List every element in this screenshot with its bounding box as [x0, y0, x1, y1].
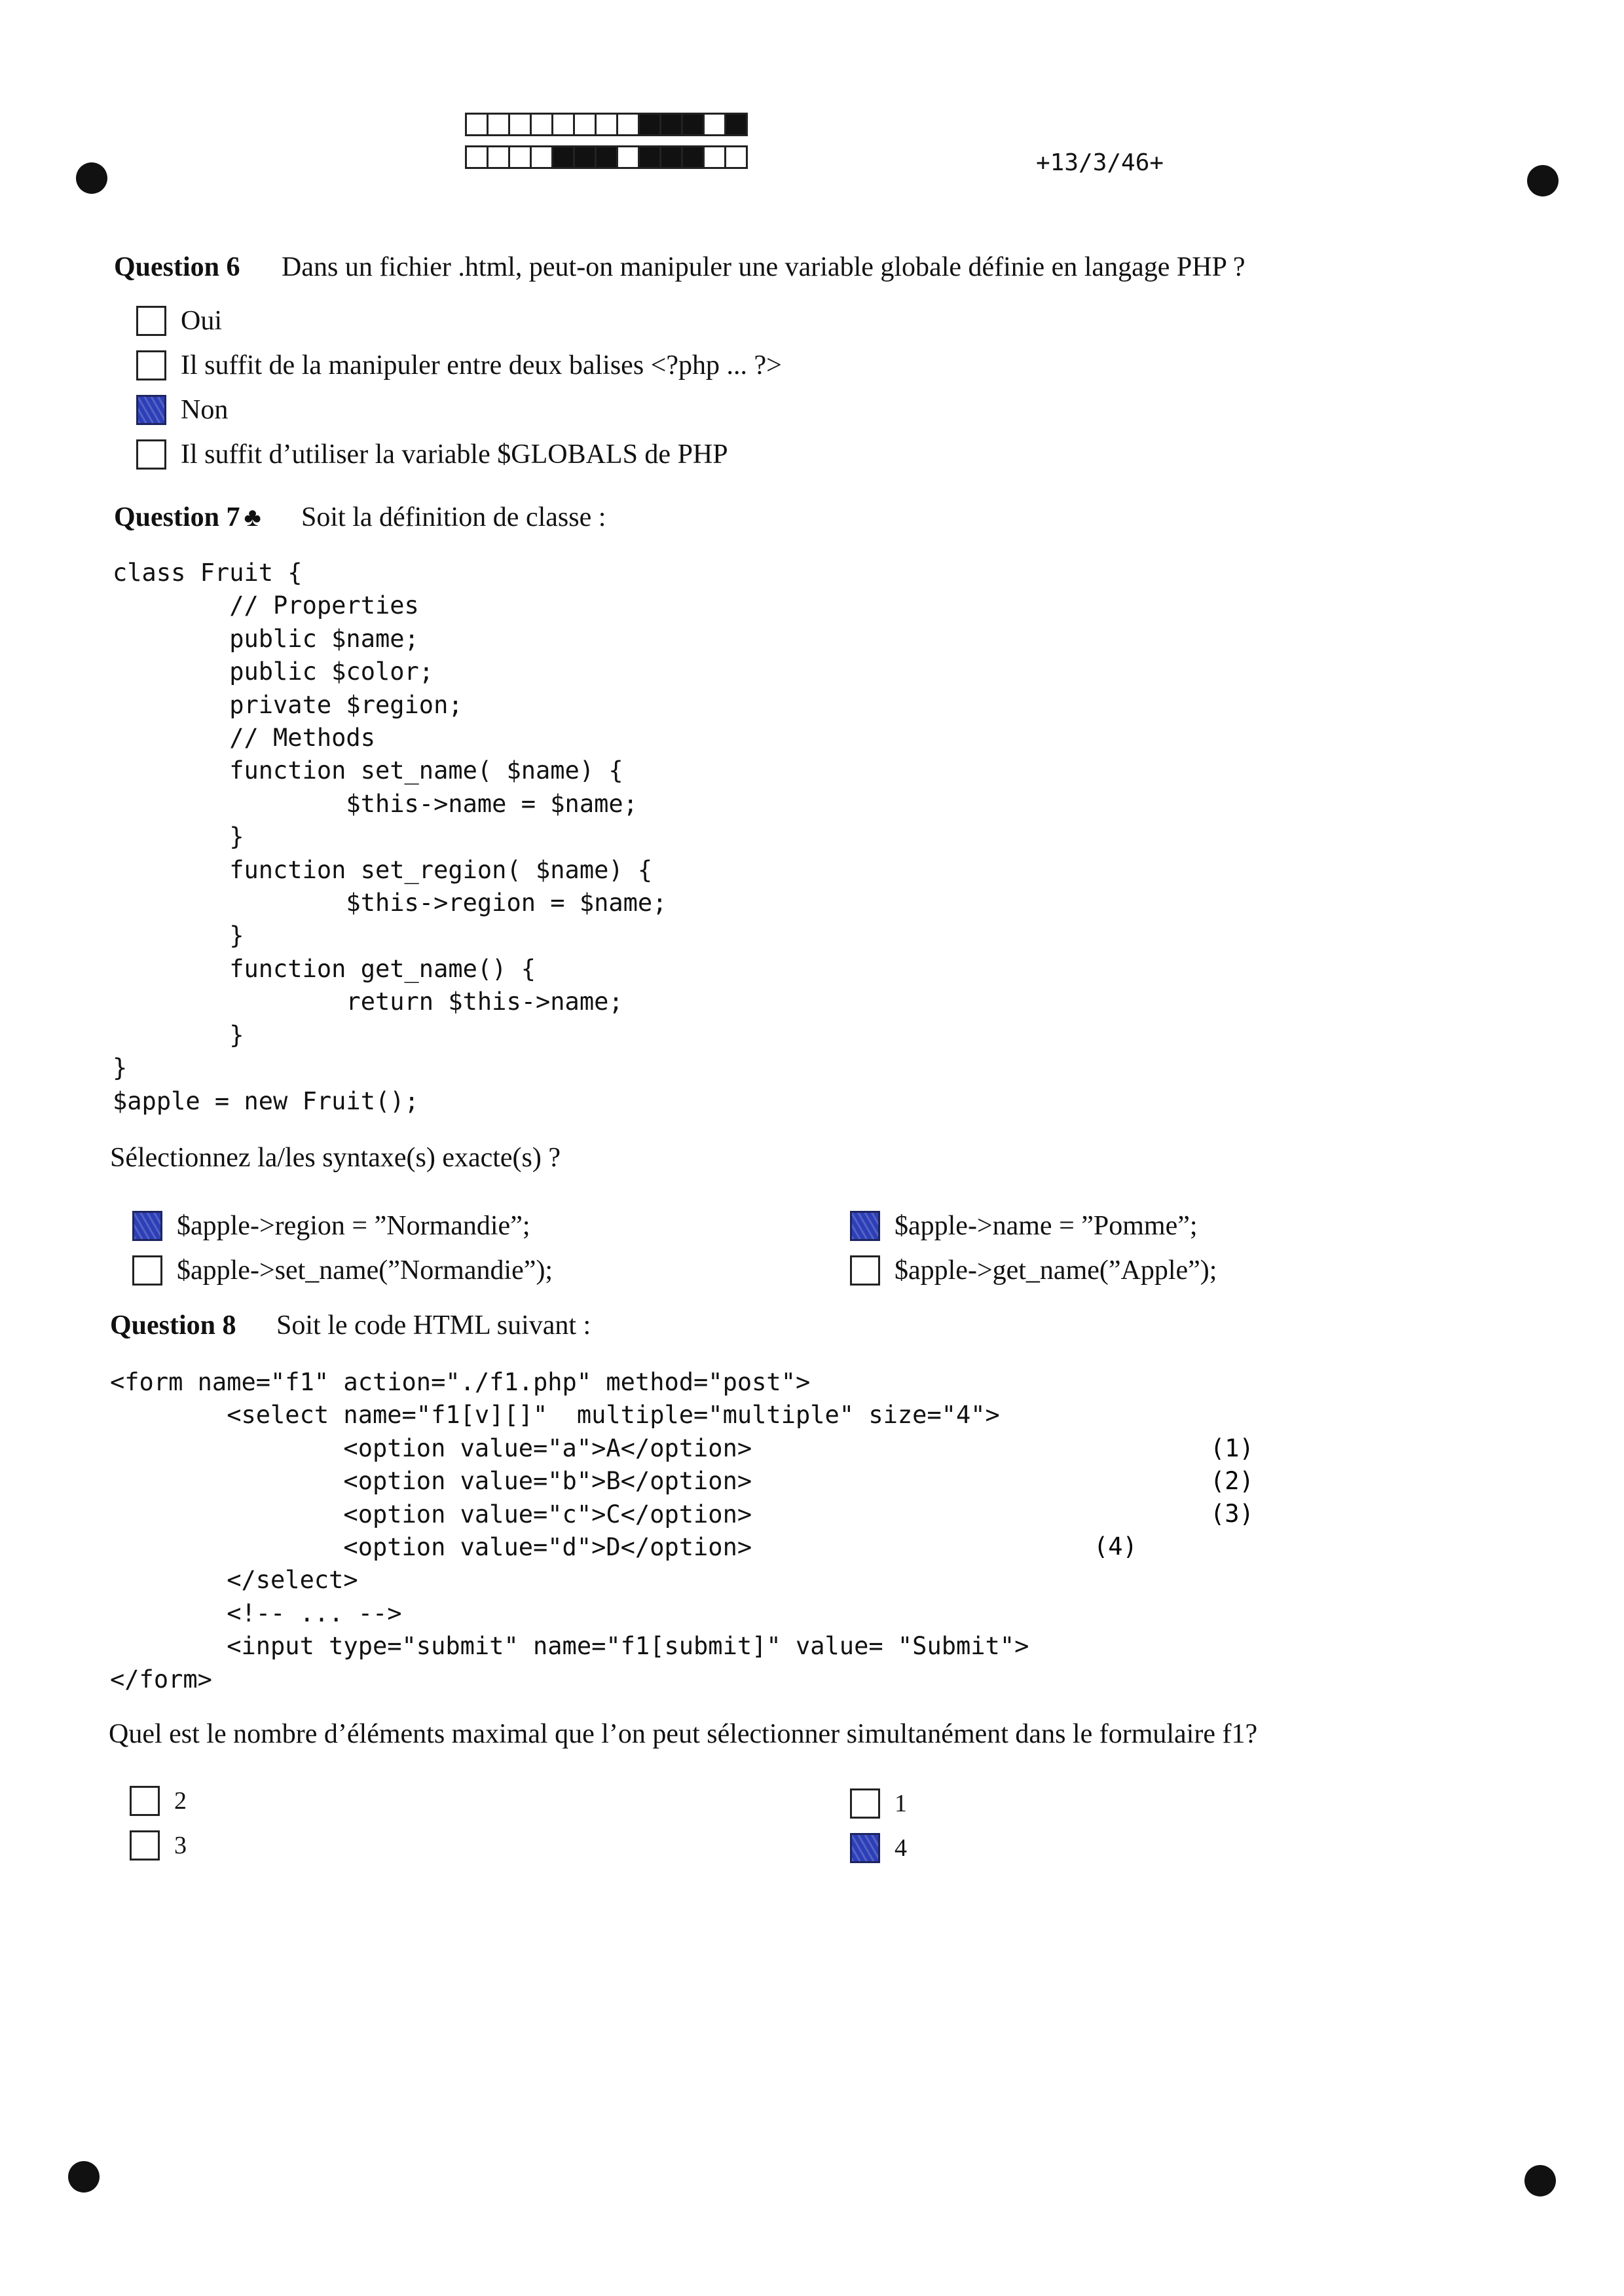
grid-cell [508, 113, 532, 136]
option-label: Oui [181, 306, 222, 336]
checkbox[interactable] [850, 1211, 880, 1241]
grid-cell [724, 145, 748, 169]
q8-option-4[interactable] [850, 1831, 907, 1865]
q8-option-1[interactable] [850, 1787, 907, 1821]
option-label: $apple->region = ”Normandie”; [177, 1211, 530, 1241]
q6-option-oui[interactable] [136, 304, 222, 338]
checkbox[interactable] [136, 350, 166, 380]
question-8-prompt: Quel est le nombre d’éléments maximal que l’on peut sélectionner simultanément dans le formulaire f1? [109, 1719, 1258, 1749]
grid-cell [703, 145, 726, 169]
q6-option-non[interactable] [136, 393, 228, 427]
option-label: $apple->name = ”Pomme”; [895, 1211, 1198, 1241]
question-6-number: Question 6 [114, 252, 240, 282]
corner-mark-top-left [76, 162, 107, 194]
club-icon: ♣ [244, 502, 261, 532]
option-label: 2 [174, 1787, 187, 1815]
grid-cell [681, 145, 705, 169]
option-label: Non [181, 395, 229, 425]
q6-option-php-tags[interactable] [136, 348, 782, 382]
grid-cell [530, 145, 553, 169]
checkbox[interactable] [850, 1255, 880, 1286]
q7-option-region[interactable] [132, 1209, 530, 1243]
option-label: $apple->get_name(”Apple”); [895, 1255, 1217, 1286]
page-code: +13/3/46+ [1036, 149, 1164, 176]
checkbox[interactable] [132, 1255, 162, 1286]
corner-mark-bottom-right [1524, 2165, 1556, 2196]
id-grid-row-1 [465, 113, 746, 136]
line-mark-3: (3) [1210, 1500, 1254, 1528]
grid-cell [638, 145, 661, 169]
checkbox[interactable] [136, 439, 166, 470]
q6-option-globals[interactable] [136, 437, 728, 472]
grid-cell [508, 145, 532, 169]
grid-cell [703, 113, 726, 136]
grid-cell [616, 145, 640, 169]
question-6-text: Dans un fichier .html, peut-on manipuler une variable globale définie en langage PHP ? [282, 252, 1246, 282]
grid-cell [573, 113, 597, 136]
checkbox[interactable] [850, 1833, 880, 1863]
line-mark-2: (2) [1210, 1467, 1254, 1495]
checkbox[interactable] [132, 1211, 162, 1241]
corner-mark-bottom-left [68, 2161, 100, 2193]
option-label: 3 [174, 1832, 187, 1859]
question-7-label: Question 7 [114, 502, 240, 532]
question-8-text: Soit le code HTML suivant : [276, 1310, 591, 1341]
grid-cell [551, 145, 575, 169]
checkbox[interactable] [136, 306, 166, 336]
grid-cell [487, 113, 510, 136]
question-7-text: Soit la définition de classe : [301, 502, 606, 532]
option-label: $apple->set_name(”Normandie”); [177, 1255, 553, 1286]
grid-cell [595, 145, 618, 169]
checkbox[interactable] [130, 1830, 160, 1861]
grid-cell [681, 113, 705, 136]
id-grid-row-2 [465, 145, 746, 169]
grid-cell [465, 145, 489, 169]
checkbox[interactable] [850, 1788, 880, 1819]
question-7-prompt: Sélectionnez la/les syntaxe(s) exacte(s) ? [110, 1143, 561, 1173]
grid-cell [659, 145, 683, 169]
checkbox[interactable] [130, 1786, 160, 1816]
grid-cell [616, 113, 640, 136]
line-mark-1: (1) [1210, 1434, 1254, 1462]
question-7-number [114, 502, 261, 533]
q8-option-3[interactable] [130, 1828, 187, 1862]
grid-cell [551, 113, 575, 136]
checkbox[interactable] [136, 395, 166, 425]
option-label: 1 [895, 1790, 907, 1817]
option-label: Il suffit de la manipuler entre deux balises <?php ... ?> [181, 350, 782, 380]
grid-cell [530, 113, 553, 136]
line-mark-4: (4) [1094, 1532, 1137, 1561]
grid-cell [724, 113, 748, 136]
question-8-number: Question 8 [110, 1310, 236, 1341]
q7-code-block: class Fruit { // Properties public $name; public $color; private $region; // Methods function set_name( $name) { $this->name = $name; } function set_region( $name) { $this->region = $name; } function get_name() { return $this->name; } } $apple = new Fruit(); [113, 559, 667, 1115]
q7-option-name[interactable] [850, 1209, 1198, 1243]
option-label: Il suffit d’utiliser la variable $GLOBALS de PHP [181, 439, 728, 470]
q8-option-2[interactable] [130, 1784, 187, 1818]
q8-code-block: <form name="f1" action="./f1.php" method="post"> <select name="f1[v][]" multiple="multiple" size="4"> <option value="a">A</option> <option value="b">B</option> <option value="c">C</option> <option value="d">D</option> </select> <!-- ... --> <input type="submit" name="f1[submit]" value= "Submit"> </form> [110, 1368, 1029, 1694]
grid-cell [595, 113, 618, 136]
grid-cell [638, 113, 661, 136]
q7-option-get-name[interactable] [850, 1253, 1217, 1287]
grid-cell [573, 145, 597, 169]
q7-option-set-name[interactable] [132, 1253, 553, 1287]
grid-cell [487, 145, 510, 169]
grid-cell [465, 113, 489, 136]
option-label: 4 [895, 1834, 907, 1862]
corner-mark-top-right [1527, 165, 1559, 196]
grid-cell [659, 113, 683, 136]
